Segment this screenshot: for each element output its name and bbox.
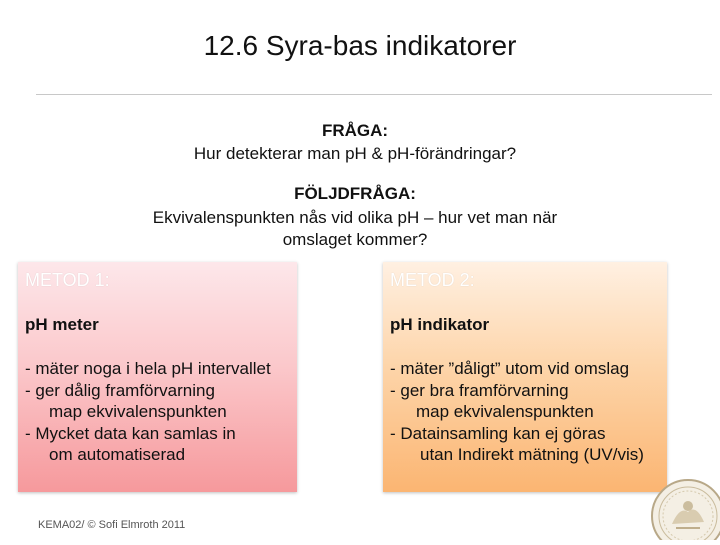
list-item: map ekvivalenspunkten (49, 402, 227, 421)
university-seal-icon (650, 478, 720, 545)
question-text: Hur detekterar man pH & pH-förändringar? (193, 144, 517, 163)
title-divider (36, 94, 712, 95)
list-item: - mäter noga i hela pH intervallet (25, 359, 271, 378)
method-1-list (25, 358, 271, 466)
question-heading: FRÅGA: (321, 121, 389, 140)
method-1-title: METOD 1: (25, 270, 110, 290)
method-1-subtitle: pH meter (25, 315, 99, 334)
list-item: - ger dålig framförvarning (25, 380, 215, 400)
list-item: - mäter ”dåligt” utom vid omslag (390, 359, 630, 378)
slide-title: 12.6 Syra-bas indikatorer (203, 30, 517, 61)
followup-line: omslaget kommer? (282, 230, 428, 249)
list-item: utan Indirekt mätning (UV/vis) (420, 445, 644, 464)
followup-line: Ekvivalenspunkten nås vid olika pH – hur vet man när (152, 208, 558, 227)
method-2-panel (383, 262, 667, 492)
list-item: - ger bra framförvarning (390, 380, 569, 400)
list-item: map ekvivalenspunkten (416, 402, 594, 421)
method-2-title: METOD 2: (390, 270, 475, 290)
list-item: om automatiserad (49, 445, 186, 464)
method-1-panel (18, 262, 297, 492)
followup-text (120, 207, 590, 251)
list-item: - Mycket data kan samlas in (25, 423, 236, 443)
method-2-subtitle: pH indikator (390, 315, 490, 334)
followup-heading: FÖLJDFRÅGA: (294, 184, 416, 203)
list-item: - Datainsamling kan ej göras (390, 423, 606, 443)
method-2-list (390, 358, 644, 466)
footer-credit: KEMA02/ © Sofi Elmroth 2011 (38, 519, 186, 531)
